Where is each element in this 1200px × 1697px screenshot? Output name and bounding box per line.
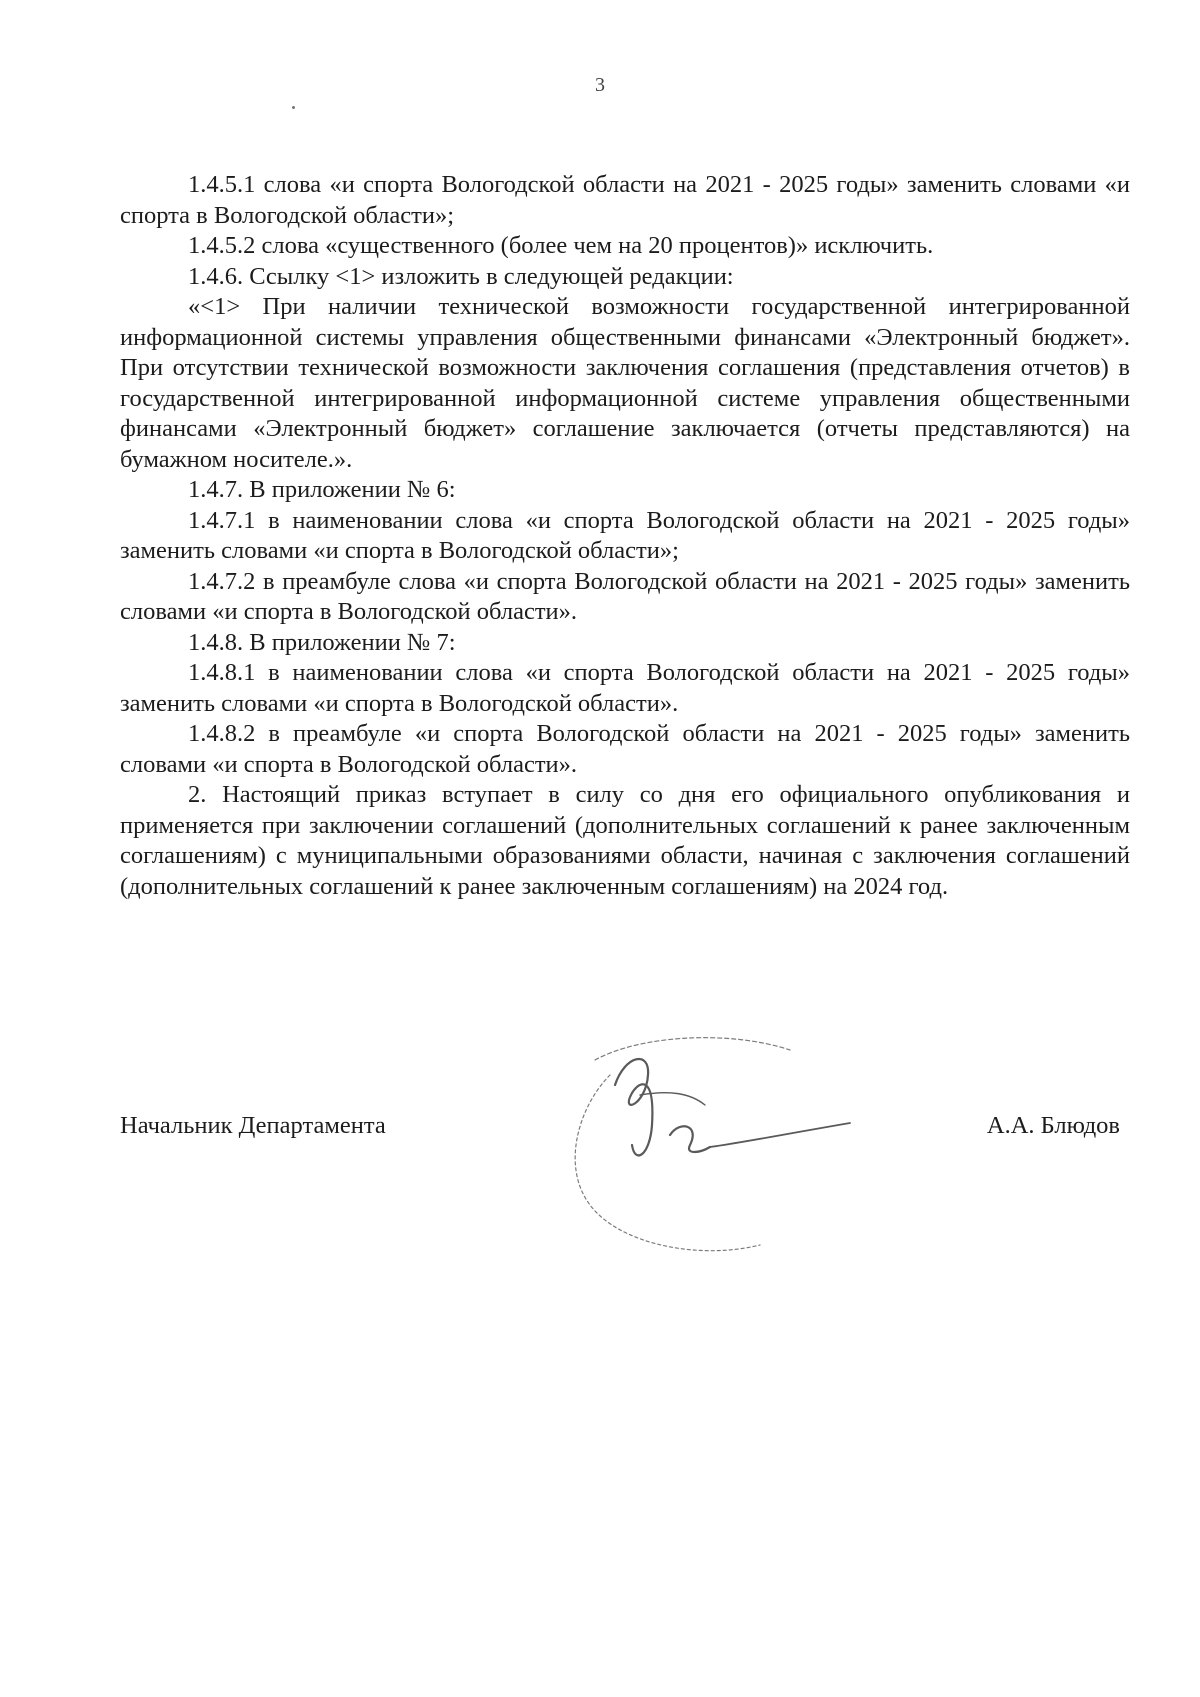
- handwritten-signature: [540, 1015, 900, 1265]
- signatory-name: А.А. Блюдов: [986, 1112, 1120, 1139]
- signature-stroke-second: [670, 1126, 710, 1152]
- scan-artifact-dot: [292, 106, 295, 109]
- signature-stroke-main: [615, 1059, 652, 1155]
- paragraph-1-4-7-2: 1.4.7.2 в преамбуле слова «и спорта Вологодской области на 2021 - 2025 годы» заменить словами «и спорта в Вологодской области».: [120, 567, 1130, 625]
- paragraph-1-4-8-1: 1.4.8.1 в наименовании слова «и спорта Вологодской области на 2021 - 2025 годы» заменить словами «и спорта в Вологодской области».: [120, 659, 1130, 717]
- paragraph-1-4-5-1: 1.4.5.1 слова «и спорта Вологодской области на 2021 - 2025 годы» заменить словами «и спорта в Вологодской области»;: [120, 171, 1130, 229]
- signature-top-arc: [595, 1038, 790, 1060]
- paragraph-1-4-6: 1.4.6. Ссылку <1> изложить в следующей редакции:: [188, 262, 734, 290]
- signature-loop-outline: [575, 1075, 760, 1251]
- paragraph-1-4-5-2: 1.4.5.2 слова «существенного (более чем на 20 процентов)» исключить.: [188, 232, 934, 259]
- paragraph-1-4-7: 1.4.7. В приложении № 6:: [188, 476, 456, 503]
- paragraph-2: 2. Настоящий приказ вступает в силу со дня его официального опубликования и применяется при заключении соглашений (дополнительных соглашений к ранее заключенным соглашениям) с муниципальными образованиями области, начиная с заключения соглашений (дополнительных соглашений к ранее заключенным соглашениям) на 2024 год.: [120, 781, 1130, 900]
- paragraph-footnote-1: «<1> При наличии технической возможности государственной интегрированной информационной системы управления общественными финансами «Электронный бюджет». При отсутствии технической возможности заключения соглашения (представления отчетов) в государственной интегрированной информационной системе управления общественными финансами «Электронный бюджет» соглашение заключается (отчеты представляются) на бумажном носителе.».: [120, 293, 1130, 473]
- page-number: 3: [595, 74, 605, 96]
- signature-flourish: [710, 1123, 850, 1147]
- paragraph-1-4-8-2: 1.4.8.2 в преамбуле «и спорта Вологодской области на 2021 - 2025 годы» заменить словами «и спорта в Вологодской области».: [120, 720, 1130, 778]
- signatory-position: Начальник Департамента: [120, 1112, 386, 1139]
- paragraph-1-4-7-1: 1.4.7.1 в наименовании слова «и спорта Вологодской области на 2021 - 2025 годы» заменить словами «и спорта в Вологодской области»;: [120, 506, 1130, 564]
- paragraph-1-4-8: 1.4.8. В приложении № 7:: [188, 628, 456, 656]
- document-body: [120, 170, 1130, 902]
